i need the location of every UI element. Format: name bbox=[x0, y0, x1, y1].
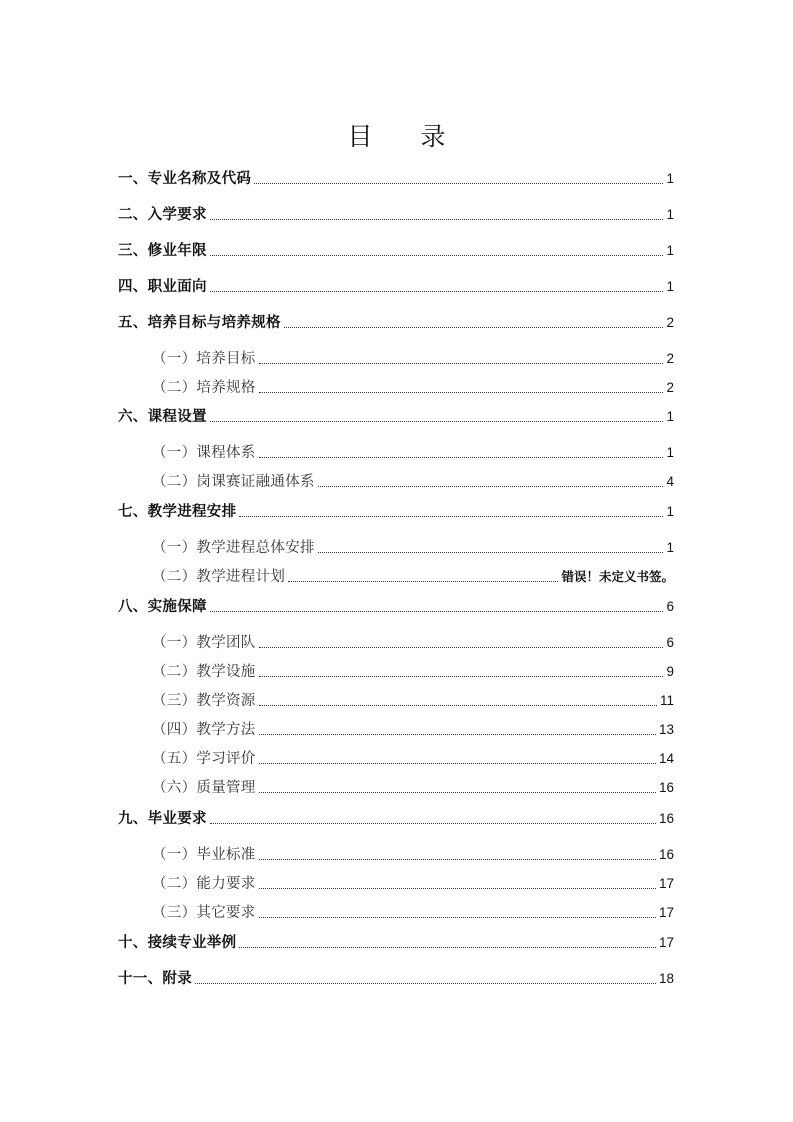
dot-leader bbox=[259, 391, 664, 393]
toc-page-number: 14 bbox=[658, 751, 674, 766]
toc-entry[interactable] bbox=[118, 310, 674, 332]
toc-entry-title: 十、接续专业举例 bbox=[118, 935, 237, 951]
toc-entry-title: （四）教学方法 bbox=[152, 722, 256, 738]
toc-entry-title: 三、修业年限 bbox=[118, 243, 207, 259]
toc-entry-title: 九、毕业要求 bbox=[118, 811, 207, 827]
dot-leader bbox=[195, 982, 656, 984]
toc-page-number: 9 bbox=[666, 664, 674, 679]
toc-entry-title: （三）教学资源 bbox=[152, 693, 256, 709]
dot-leader bbox=[239, 515, 663, 517]
toc-page-number: 1 bbox=[666, 207, 674, 222]
dot-leader bbox=[318, 551, 664, 553]
toc-subentry[interactable] bbox=[152, 775, 674, 797]
dot-leader bbox=[259, 887, 656, 889]
toc-entry-title: （二）岗课赛证融通体系 bbox=[152, 474, 315, 490]
toc-subentry[interactable] bbox=[152, 717, 674, 739]
toc-entry-title: 六、课程设置 bbox=[118, 409, 207, 425]
toc-entry-title: （一）毕业标准 bbox=[152, 847, 256, 863]
dot-leader bbox=[259, 646, 664, 648]
toc-subentry[interactable] bbox=[152, 630, 674, 652]
dot-leader bbox=[259, 733, 656, 735]
dot-leader bbox=[210, 822, 656, 824]
toc-subentry[interactable] bbox=[152, 659, 674, 681]
toc-page-number: 2 bbox=[666, 351, 674, 366]
toc-subentry[interactable] bbox=[152, 535, 674, 557]
dot-leader bbox=[318, 485, 664, 487]
toc-entry-title: （一）培养目标 bbox=[152, 351, 256, 367]
dot-leader bbox=[259, 791, 656, 793]
dot-leader bbox=[210, 290, 664, 292]
toc-entry-title: （一）教学团队 bbox=[152, 635, 256, 651]
toc-page-number: 17 bbox=[658, 935, 674, 950]
toc-entry-title: （三）其它要求 bbox=[152, 905, 256, 921]
toc-entry-title: 八、实施保障 bbox=[118, 599, 207, 615]
toc-page-number: 1 bbox=[666, 540, 674, 555]
toc-page-number: 4 bbox=[666, 474, 674, 489]
toc-page-number: 17 bbox=[658, 876, 674, 891]
toc-subentry[interactable] bbox=[152, 688, 674, 710]
toc-entry-title: （一）教学进程总体安排 bbox=[152, 540, 315, 556]
toc-entry[interactable] bbox=[118, 404, 674, 426]
toc-subentry[interactable] bbox=[152, 469, 674, 491]
toc-page-number: 1 bbox=[666, 409, 674, 424]
toc-entry[interactable] bbox=[118, 238, 674, 260]
toc-entry-title: 十一、附录 bbox=[118, 971, 192, 987]
toc-entry[interactable] bbox=[118, 594, 674, 616]
toc-entry-title: （一）课程体系 bbox=[152, 445, 256, 461]
toc-entry[interactable] bbox=[118, 202, 674, 224]
toc-subentry[interactable] bbox=[152, 842, 674, 864]
dot-leader bbox=[259, 916, 656, 918]
toc-entry[interactable] bbox=[118, 966, 674, 988]
toc-entry[interactable] bbox=[118, 806, 674, 828]
toc-subentry[interactable] bbox=[152, 564, 674, 586]
dot-leader bbox=[254, 182, 663, 184]
toc-entry-title: （五）学习评价 bbox=[152, 751, 256, 767]
toc-page-number: 6 bbox=[666, 599, 674, 614]
toc-entry-title: （六）质量管理 bbox=[152, 780, 256, 796]
toc-subentry[interactable] bbox=[152, 871, 674, 893]
dot-leader bbox=[210, 254, 664, 256]
dot-leader bbox=[239, 946, 656, 948]
toc-page-number: 6 bbox=[666, 635, 674, 650]
toc-entry[interactable] bbox=[118, 930, 674, 952]
toc-entry-title: 一、专业名称及代码 bbox=[118, 171, 252, 187]
page-title: 目 录 bbox=[347, 121, 466, 151]
toc-page-number: 16 bbox=[658, 847, 674, 862]
toc-page-number: 2 bbox=[666, 380, 674, 395]
toc-entry[interactable] bbox=[118, 499, 674, 521]
toc-entry-title: 五、培养目标与培养规格 bbox=[118, 315, 281, 331]
toc-page-number: 1 bbox=[666, 279, 674, 294]
toc-entry-title: 四、职业面向 bbox=[118, 279, 207, 295]
toc-page-number: 1 bbox=[666, 243, 674, 258]
dot-leader bbox=[259, 704, 657, 706]
dot-leader bbox=[259, 858, 656, 860]
toc-page-number: 16 bbox=[658, 811, 674, 826]
toc-entry[interactable] bbox=[118, 166, 674, 188]
dot-leader bbox=[284, 326, 664, 328]
toc-page-number: 16 bbox=[658, 780, 674, 795]
toc-subentry[interactable] bbox=[152, 746, 674, 768]
toc-subentry[interactable] bbox=[152, 440, 674, 462]
dot-leader bbox=[259, 762, 656, 764]
toc-page-number: 1 bbox=[666, 504, 674, 519]
dot-leader bbox=[288, 580, 558, 582]
dot-leader bbox=[259, 675, 664, 677]
toc-entry-title: （二）教学进程计划 bbox=[152, 569, 286, 585]
dot-leader bbox=[210, 420, 664, 422]
toc-entry-title: 二、入学要求 bbox=[118, 207, 207, 223]
toc-subentry[interactable] bbox=[152, 346, 674, 368]
dot-leader bbox=[259, 362, 664, 364]
dot-leader bbox=[259, 456, 664, 458]
toc-page-error: 错误！未定义书签。 bbox=[561, 569, 674, 584]
toc-entry[interactable] bbox=[118, 274, 674, 296]
toc-page-number: 13 bbox=[658, 722, 674, 737]
toc-page-number: 11 bbox=[659, 693, 674, 708]
toc-entry-title: （二）教学设施 bbox=[152, 664, 256, 680]
toc-entry-title: 七、教学进程安排 bbox=[118, 504, 237, 520]
toc-subentry[interactable] bbox=[152, 375, 674, 397]
toc-page-number: 1 bbox=[666, 445, 674, 460]
dot-leader bbox=[210, 218, 664, 220]
toc-subentry[interactable] bbox=[152, 900, 674, 922]
dot-leader bbox=[210, 610, 664, 612]
toc-page-number: 18 bbox=[658, 971, 674, 986]
toc-page-number: 2 bbox=[666, 315, 674, 330]
toc-entry-title: （二）能力要求 bbox=[152, 876, 256, 892]
toc-entry-title: （二）培养规格 bbox=[152, 380, 256, 396]
toc-page-number: 1 bbox=[666, 171, 674, 186]
toc-page-number: 17 bbox=[658, 905, 674, 920]
